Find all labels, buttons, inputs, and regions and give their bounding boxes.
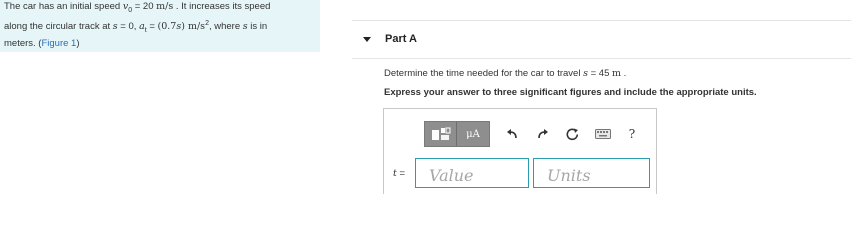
part-a-header[interactable] (352, 21, 851, 59)
redo-icon (537, 128, 549, 140)
variable-label: t = (393, 168, 406, 179)
redo-button[interactable] (535, 126, 551, 142)
mu-icon: μA (466, 128, 480, 140)
reset-icon (566, 128, 579, 141)
question-text: Determine the time needed for the car to travel s = 45 m . (384, 68, 627, 79)
caret-down-icon[interactable] (363, 37, 371, 42)
instruction-text: Express your answer to three significant figures and include the appropriate units. (384, 87, 757, 98)
problem-line-3: meters. (Figure 1) (4, 37, 80, 49)
answer-panel (383, 108, 657, 194)
problem-statement (0, 0, 320, 52)
math-toolbar (424, 121, 490, 147)
keyboard-button[interactable] (594, 126, 612, 142)
problem-line-2: along the circular track at s = 0, $a_t = (0.7s)$ $m/s^2$, where s is in (4, 19, 268, 34)
figure-link[interactable]: Figure 1 (41, 37, 77, 49)
value-input[interactable] (415, 158, 529, 188)
problem-line-1: The car has an initial speed $v_0 = 20$ m/s . It increases its speed (4, 1, 271, 14)
reset-button[interactable] (564, 126, 580, 142)
help-button[interactable] (624, 126, 640, 142)
help-icon: ? (628, 127, 636, 141)
templates-icon (431, 127, 451, 141)
keyboard-icon (595, 129, 611, 139)
undo-button[interactable] (504, 126, 520, 142)
templates-button[interactable] (425, 122, 457, 146)
units-input[interactable] (533, 158, 650, 188)
undo-icon (506, 128, 518, 140)
part-title: Part A (385, 33, 417, 45)
units-button[interactable] (457, 122, 489, 146)
